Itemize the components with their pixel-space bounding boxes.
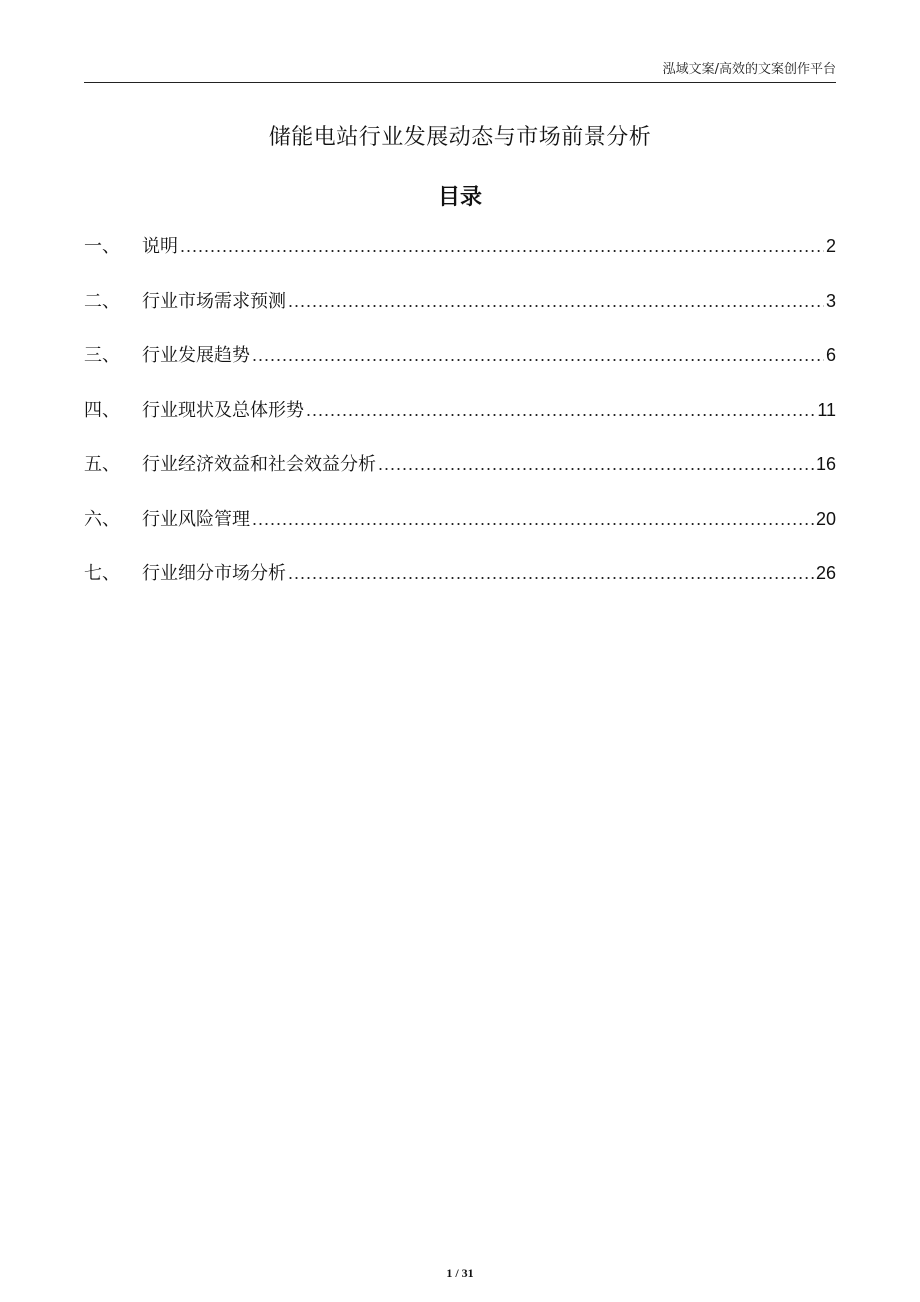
toc-entry-label: 说明 xyxy=(142,236,178,257)
toc-entry-number: 五、 xyxy=(84,454,120,475)
toc-entry-1[interactable] xyxy=(84,232,836,287)
toc-entry-label: 行业风险管理 xyxy=(142,508,250,530)
toc-entry-number: 七、 xyxy=(84,563,120,584)
toc-entry-7[interactable] xyxy=(84,559,836,614)
header-divider xyxy=(84,82,836,83)
toc-entry-2[interactable] xyxy=(84,287,836,342)
toc-entry-6[interactable] xyxy=(84,505,836,560)
toc-entry-number: 二、 xyxy=(84,290,120,312)
toc-entry-page: 16 xyxy=(815,454,836,474)
header-text: 泓域文案/高效的文案创作平台 xyxy=(662,62,836,77)
toc-dot-leader xyxy=(288,563,814,584)
toc-entry-page: 6 xyxy=(825,345,836,365)
table-of-contents xyxy=(84,232,836,614)
toc-entry-4[interactable] xyxy=(84,396,836,451)
toc-dot-leader xyxy=(306,400,815,421)
toc-dot-leader xyxy=(288,291,824,312)
toc-entry-label: 行业市场需求预测 xyxy=(142,290,286,312)
toc-heading: 目录 xyxy=(437,185,482,210)
toc-dot-leader xyxy=(378,454,814,475)
toc-entry-label: 行业细分市场分析 xyxy=(142,563,286,584)
toc-entry-page: 26 xyxy=(815,563,836,583)
toc-entry-label: 行业经济效益和社会效益分析 xyxy=(142,454,376,475)
toc-entry-page: 3 xyxy=(825,290,836,311)
toc-entry-5[interactable] xyxy=(84,450,836,505)
toc-entry-page: 2 xyxy=(825,236,836,256)
toc-entry-page: 11 xyxy=(817,399,836,420)
page-number: 1 / 31 xyxy=(446,1266,474,1280)
toc-entry-number: 六、 xyxy=(84,508,120,530)
toc-dot-leader xyxy=(252,345,824,366)
toc-dot-leader xyxy=(252,509,814,530)
toc-entry-number: 四、 xyxy=(84,399,120,421)
toc-entry-number: 三、 xyxy=(84,345,120,366)
toc-entry-page: 20 xyxy=(815,508,836,529)
toc-entry-number: 一、 xyxy=(84,236,120,257)
document-title: 储能电站行业发展动态与市场前景分析 xyxy=(268,125,652,150)
toc-entry-label: 行业现状及总体形势 xyxy=(142,399,304,421)
toc-entry-label: 行业发展趋势 xyxy=(142,345,250,366)
toc-entry-3[interactable] xyxy=(84,341,836,396)
toc-dot-leader xyxy=(180,236,824,257)
